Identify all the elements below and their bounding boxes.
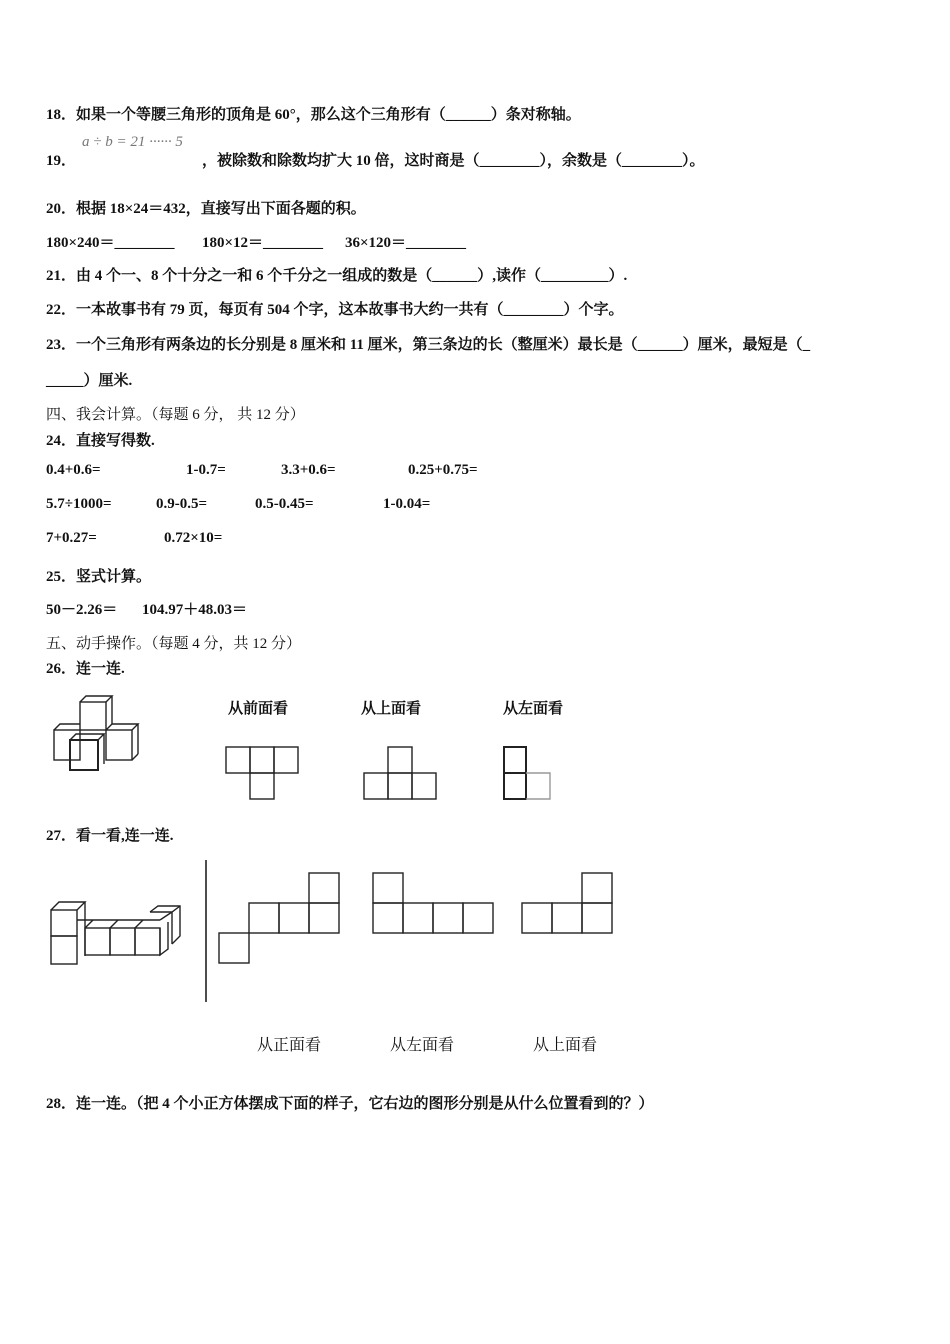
q26-cube-figure xyxy=(50,694,150,776)
question-27: 27．看一看,连一连. xyxy=(46,828,174,844)
q27-divider xyxy=(205,860,208,1002)
q26-view-left xyxy=(504,747,556,799)
q27-label-3: 从上面看 xyxy=(533,1035,598,1054)
q24-r1-c3: 3.3+0.6= xyxy=(281,462,336,478)
q24-r1-c4: 0.25+0.75= xyxy=(408,462,478,478)
q24-r3-c1: 7+0.27= xyxy=(46,530,97,546)
q26-view-front xyxy=(226,747,326,799)
question-20: 20．根据 18×24＝432，直接写出下面各题的积。 xyxy=(46,201,366,217)
q24-r1-c1: 0.4+0.6= xyxy=(46,462,101,478)
q24-r2-c1: 5.7÷1000= xyxy=(46,496,112,512)
q26-label-left: 从左面看 xyxy=(503,700,564,717)
q27-cube-figure xyxy=(50,900,184,966)
q20-item-3: 36×120＝________ xyxy=(345,235,467,251)
q27-label-1: 从正面看 xyxy=(257,1035,322,1054)
q27-view-3 xyxy=(522,873,616,935)
section-5-heading: 五、动手操作。（每题 4 分，共 12 分） xyxy=(46,636,302,652)
question-26: 26．连一连. xyxy=(46,661,125,677)
q26-view-top xyxy=(364,747,444,799)
q27-view-2 xyxy=(373,873,497,935)
question-18: 18．如果一个等腰三角形的顶角是 60°，那么这个三角形有（______）条对称轴。 xyxy=(46,107,581,123)
q26-label-top: 从上面看 xyxy=(361,700,422,717)
q27-label-2: 从左面看 xyxy=(390,1035,455,1054)
q20-item-2: 180×12＝________ xyxy=(202,235,324,251)
q27-view-1 xyxy=(219,873,341,965)
question-19-number: 19． xyxy=(46,153,77,169)
q24-r1-c2: 1-0.7= xyxy=(186,462,226,478)
question-25: 25．竖式计算。 xyxy=(46,569,152,585)
q25-item-1: 50－2.26＝ xyxy=(46,602,118,618)
q19-formula: a ÷ b = 21 ······ 5 xyxy=(82,134,183,150)
q24-r2-c3: 0.5-0.45= xyxy=(255,496,314,512)
question-22: 22．一本故事书有 79 页，每页有 504 个字，这本故事书大约一共有（________）个字。 xyxy=(46,302,624,318)
q20-item-1: 180×240＝________ xyxy=(46,235,175,251)
question-21: 21．由 4 个一、8 个十分之一和 6 个千分之一组成的数是（______）,读作（_________）. xyxy=(46,268,628,284)
q24-r2-c4: 1-0.04= xyxy=(383,496,431,512)
q24-r2-c2: 0.9-0.5= xyxy=(156,496,208,512)
question-24: 24．直接写得数. xyxy=(46,433,155,449)
q26-label-front: 从前面看 xyxy=(228,700,289,717)
section-4-heading: 四、我会计算。（每题 6 分， 共 12 分） xyxy=(46,407,305,423)
question-23-line2: _____）厘米. xyxy=(46,373,133,389)
question-23-line1: 23．一个三角形有两条边的长分别是 8 厘米和 11 厘米，第三条边的长（整厘米）最长是（______）厘米，最短是（_ xyxy=(46,337,811,353)
question-19-text: ，被除数和除数均扩大 10 倍，这时商是（________），余数是（________）。 xyxy=(202,153,705,169)
question-28: 28．连一连。（把 4 个小正方体摆成下面的样子，它右边的图形分别是从什么位置看到的？） xyxy=(46,1096,654,1112)
q24-r3-c2: 0.72×10= xyxy=(164,530,223,546)
q25-item-2: 104.97＋48.03＝ xyxy=(142,602,248,618)
